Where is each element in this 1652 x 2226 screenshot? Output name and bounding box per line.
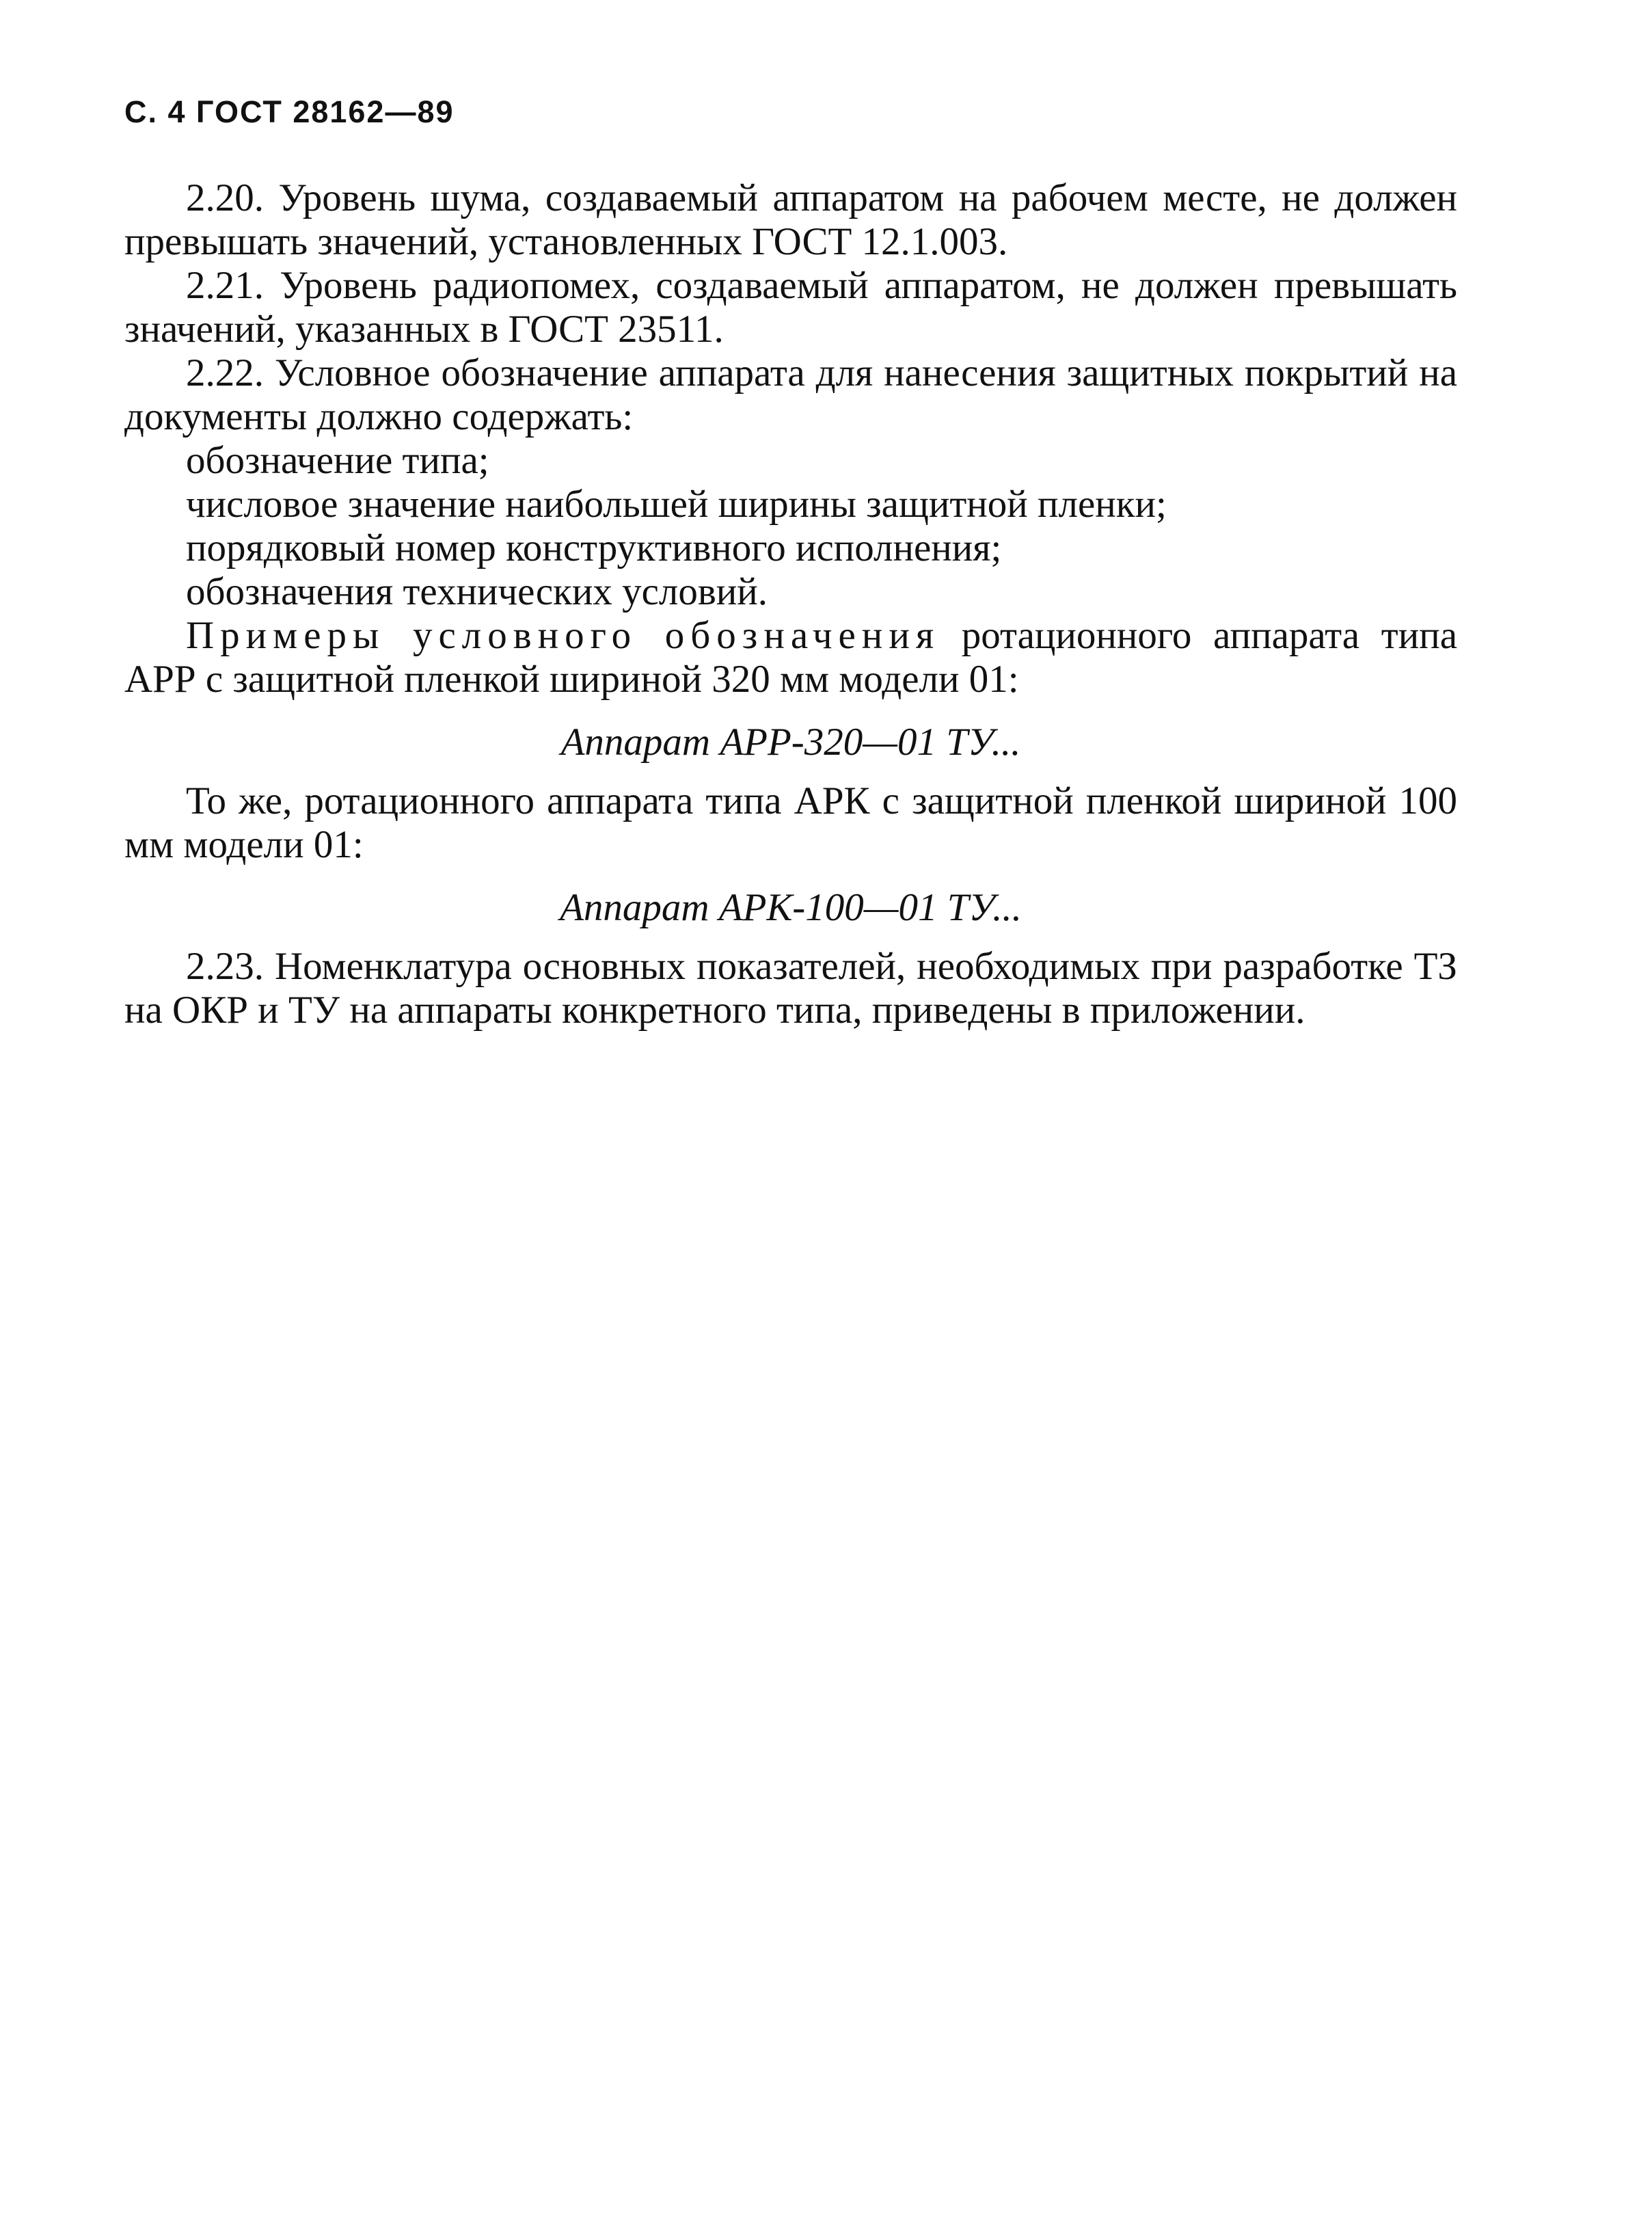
examples-heading: Примеры условного обозначения [186,614,940,657]
designation-example-1: Аппарат АРР-320—01 ТУ... [560,721,1021,764]
list-item-width: числовое значение наибольшей ширины защитной пленки; [186,483,1167,526]
list-item-specs: обозначения технических условий. [186,570,768,613]
designation-example-2: Аппарат АРК-100—01 ТУ... [560,886,1022,929]
paragraph-2-23: 2.23. Номенклатура основных показателей, необходимых при разработке ТЗ на ОКР и ТУ на аппараты конкретного типа, приведены в приложении. [124,945,1457,1032]
list-item-type: обозначение типа; [186,439,489,482]
examples-paragraph [124,614,1457,701]
paragraph-2-20: 2.20. Уровень шума, создаваемый аппаратом на рабочем месте, не должен превышать значений, установленных ГОСТ 12.1.003. [124,176,1457,263]
paragraph-2-21: 2.21. Уровень радиопомех, создаваемый аппаратом, не должен превышать значений, указанных в ГОСТ 23511. [124,264,1457,351]
examples-text: ротационного аппарата типа АРР с защитной пленкой шириной 320 мм модели 01: [124,614,1458,701]
paragraph-2-22: 2.22. Условное обозначение аппарата для нанесения защитных покрытий на документы должно содержать: [124,351,1457,438]
document-body [124,176,1457,1032]
example-2-paragraph: То же, ротационного аппарата типа АРК с защитной пленкой шириной 100 мм модели 01: [124,779,1457,866]
page-header: С. 4 ГОСТ 28162—89 [124,94,455,129]
list-item-number: порядковый номер конструктивного исполнения; [186,526,1002,569]
